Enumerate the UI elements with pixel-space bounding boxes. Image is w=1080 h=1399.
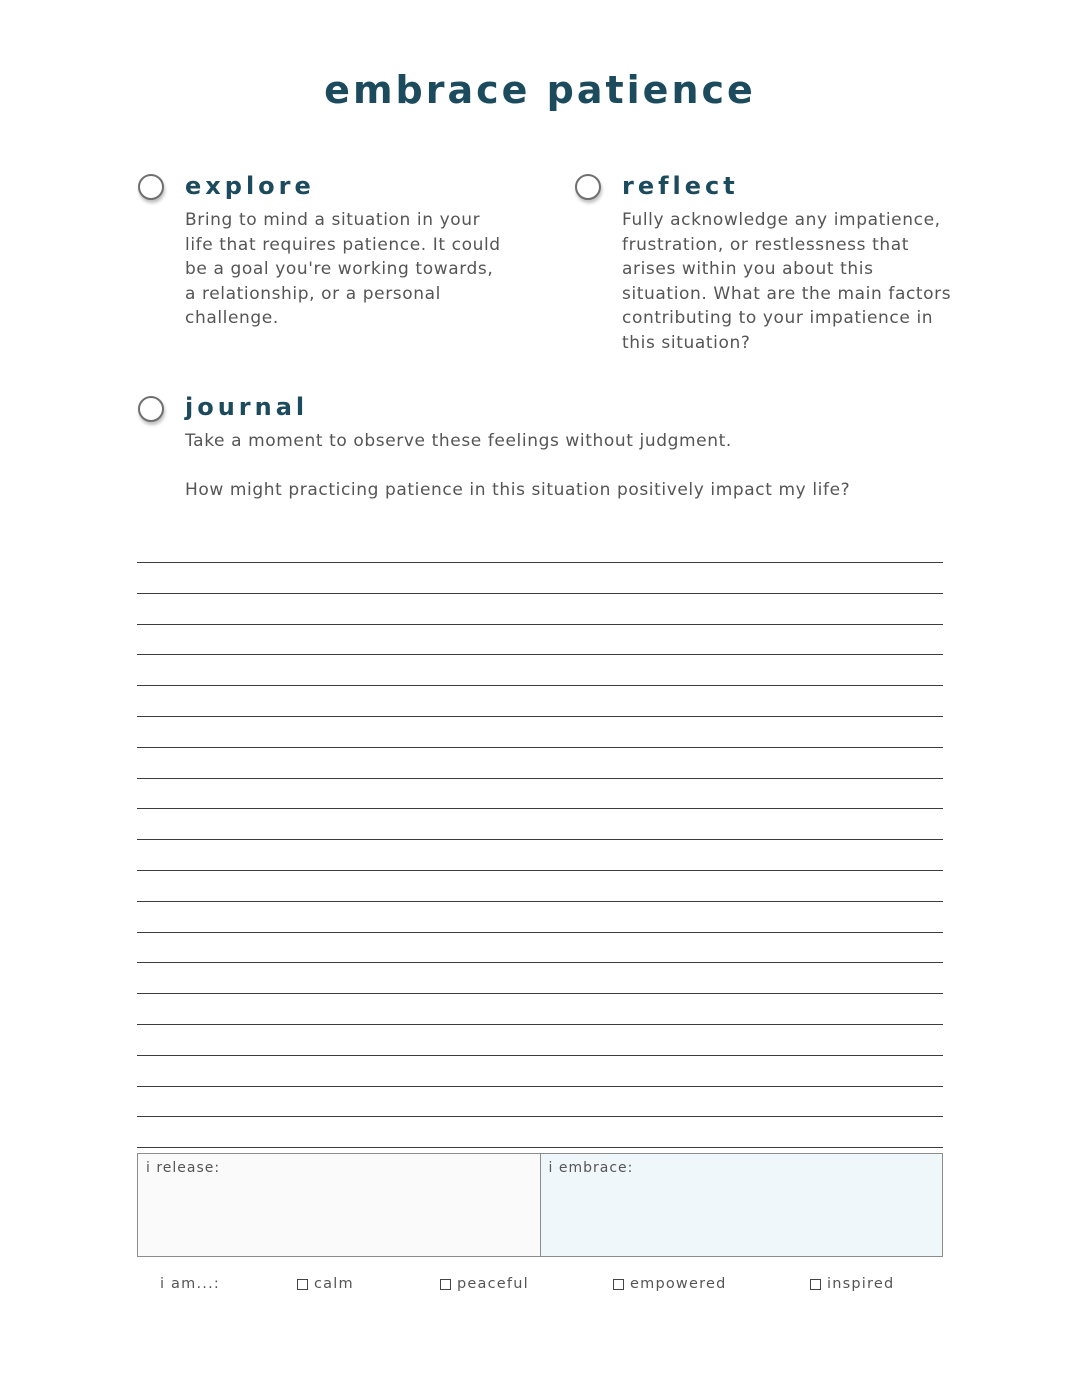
writing-line[interactable] (137, 1116, 943, 1117)
journal-prompt-2: How might practicing patience in this situation positively impact my life? (185, 480, 851, 500)
journal-heading: journal (185, 393, 309, 421)
writing-line[interactable] (137, 778, 943, 779)
checkbox-icon[interactable] (613, 1279, 624, 1290)
writing-line[interactable] (137, 901, 943, 902)
writing-line[interactable] (137, 654, 943, 655)
journal-prompt-1: Take a moment to observe these feelings without judgment. (185, 431, 732, 451)
option-label: empowered (630, 1276, 727, 1292)
embrace-box[interactable] (541, 1154, 943, 1256)
i-am-label: i am...: (160, 1276, 220, 1292)
writing-line[interactable] (137, 1147, 943, 1148)
option-empowered[interactable] (613, 1276, 726, 1292)
reflect-heading: reflect (622, 172, 739, 200)
checkbox-icon[interactable] (440, 1279, 451, 1290)
option-inspired[interactable] (810, 1276, 894, 1292)
release-box[interactable] (138, 1154, 541, 1256)
writing-line[interactable] (137, 870, 943, 871)
option-label: peaceful (457, 1276, 529, 1292)
page-title: embrace patience (324, 68, 756, 112)
writing-line[interactable] (137, 685, 943, 686)
writing-line[interactable] (137, 932, 943, 933)
option-label: inspired (827, 1276, 895, 1292)
explore-heading: explore (185, 172, 315, 200)
journal-checkbox-circle[interactable] (138, 396, 164, 422)
writing-line[interactable] (137, 624, 943, 625)
explore-checkbox-circle[interactable] (138, 174, 164, 200)
option-calm[interactable] (297, 1276, 354, 1292)
embrace-label: i embrace: (548, 1160, 634, 1176)
writing-line[interactable] (137, 716, 943, 717)
i-am-row (0, 1276, 1080, 1296)
reflect-checkbox-circle[interactable] (575, 174, 601, 200)
writing-line[interactable] (137, 962, 943, 963)
checkbox-icon[interactable] (297, 1279, 308, 1290)
writing-line[interactable] (137, 808, 943, 809)
release-label: i release: (146, 1160, 221, 1176)
writing-line[interactable] (137, 1024, 943, 1025)
writing-line[interactable] (137, 747, 943, 748)
option-peaceful[interactable] (440, 1276, 529, 1292)
writing-line[interactable] (137, 839, 943, 840)
writing-line[interactable] (137, 593, 943, 594)
release-embrace-boxes (137, 1153, 943, 1257)
checkbox-icon[interactable] (810, 1279, 821, 1290)
explore-body: Bring to mind a situation in your life that requires patience. It could be a goal you're working towards, a relationship, or a personal challenge. (185, 210, 501, 329)
writing-line[interactable] (137, 1055, 943, 1056)
option-label: calm (314, 1276, 354, 1292)
writing-line[interactable] (137, 1086, 943, 1087)
writing-line[interactable] (137, 562, 943, 563)
reflect-body: Fully acknowledge any impatience, frustration, or restlessness that arises within you about this situation. What are the main factors contributing to your impatience in this situation? (622, 210, 952, 353)
writing-line[interactable] (137, 993, 943, 994)
